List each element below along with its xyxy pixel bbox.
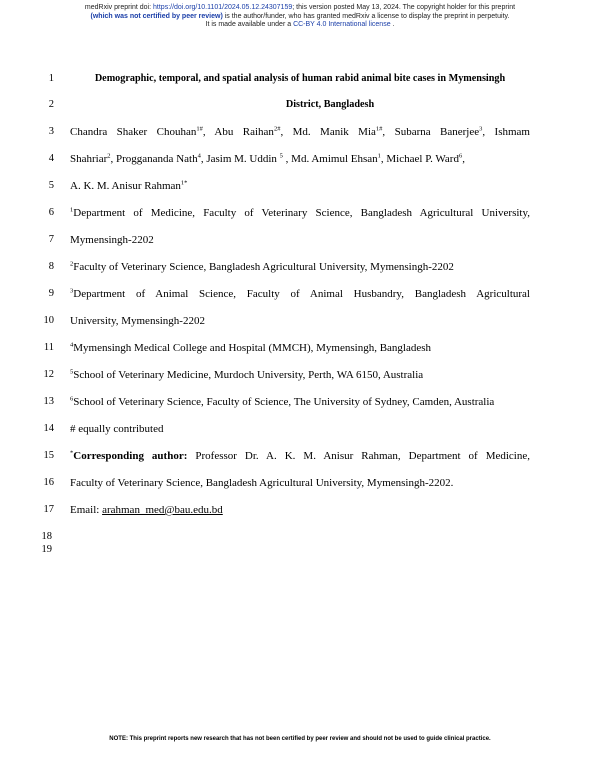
author-line-2: Shahriar$^2$, Proggananda Nath$^4$, Jasim M. Uddin $^5$ , Md. Amimul Ehsan$^1$, Michael P. Ward$^6$, [70,152,465,165]
line-11 [0,340,600,356]
line-number: 3 [48,126,54,137]
equal-contribution-note: # equally contributed [70,423,164,435]
line-number: 10 [43,315,54,326]
line-number: 19 [41,544,52,555]
line-number: 2 [48,99,54,110]
line-13 [0,394,600,410]
line-number: 15 [43,450,54,461]
line-number: 16 [43,477,54,488]
header-line-1: medRxiv preprint doi: https://doi.org/10.1101/2024.05.12.24307159; this version posted May 13, 2024. The copyright holder for this preprint [84,4,516,11]
line-number: 13 [43,396,54,407]
line-number: 17 [43,504,54,515]
affiliation-5: $^5$School of Veterinary Medicine, Murdoch University, Perth, WA 6150, Australia [70,368,424,381]
line-12 [0,367,600,383]
line-number: 18 [41,531,52,542]
line-16 [0,475,600,491]
line-7 [0,232,600,248]
line-number: 4 [48,153,54,164]
line-14 [0,421,600,437]
affiliation-3: $^3$Department of Animal Science, Faculty of Animal Husbandry, Bangladesh Agricultural [70,287,530,300]
affiliation-4: $^4$Mymensingh Medical College and Hospital (MMCH), Mymensingh, Bangladesh [70,341,432,354]
line-4 [0,151,600,167]
line-number: 9 [48,288,54,299]
line-number: 11 [43,342,54,353]
title-line-2: District, Bangladesh [285,99,375,110]
line-3 [0,124,600,140]
author-line-3: A. K. M. Anisur Rahman$^{1*}$ [70,179,188,192]
license-link[interactable]: CC-BY 4.0 International license [293,21,391,28]
line-number: 7 [48,234,54,245]
line-5 [0,178,600,194]
line-number: 12 [43,369,54,380]
line-6 [0,205,600,221]
email-link[interactable]: arahman_med@bau.edu.bd [102,504,223,516]
line-19 [0,542,600,558]
line-9 [0,286,600,302]
line-number: 1 [48,73,54,84]
corresponding-author-line-1: *Corresponding author: Professor Dr. A. K. M. Anisur Rahman, Department of Medicine, [70,449,530,462]
line-8 [0,259,600,275]
line-17 [0,502,600,518]
corresponding-author-line-2: Faculty of Veterinary Science, Bangladesh Agricultural University, Mymensingh-2202. [70,477,454,489]
line-10 [0,313,600,329]
affiliation-2: $^2$Faculty of Veterinary Science, Bangladesh Agricultural University, Mymensingh-2202 [70,260,454,273]
header-line-2: (which was not certified by peer review) is the author/funder, who has granted medRxiv a license to display the preprint in perpetuity. [90,12,510,20]
affiliation-1: $^1$Department of Medicine, Faculty of Veterinary Science, Bangladesh Agricultural University, [70,206,530,219]
line-1 [0,71,600,87]
line-number: 14 [43,423,54,434]
affiliation-6: $^6$School of Veterinary Science, Faculty of Science, The University of Sydney, Camden, Australia [70,395,495,408]
affiliation-1-cont: Mymensingh-2202 [70,234,154,246]
affiliation-3-cont: University, Mymensingh-2202 [70,315,205,327]
line-15 [0,448,600,464]
header-line-3: It is made available under a CC-BY 4.0 International license . [205,21,395,28]
title-line-1: Demographic, temporal, and spatial analysis of human rabid animal bite cases in Mymensingh [94,73,506,84]
line-number: 6 [48,207,54,218]
doi-link[interactable]: https://doi.org/10.1101/2024.05.12.24307159 [153,4,293,11]
preprint-header [0,4,600,30]
author-line-1: Chandra Shaker Chouhan$^{1\#}$, Abu Raihan$^{2\#}$, Md. Manik Mia$^{1\#}$, Subarna Banerjee$^3$, Ishmam [70,125,530,138]
line-2 [0,97,600,113]
line-number: 8 [48,261,54,272]
email-line: Email: arahman_med@bau.edu.bd [70,504,223,516]
preprint-footer-note: NOTE: This preprint reports new research that has not been certified by peer review and should not be used to guide clinical practice. [109,736,491,742]
line-number: 5 [48,180,54,191]
